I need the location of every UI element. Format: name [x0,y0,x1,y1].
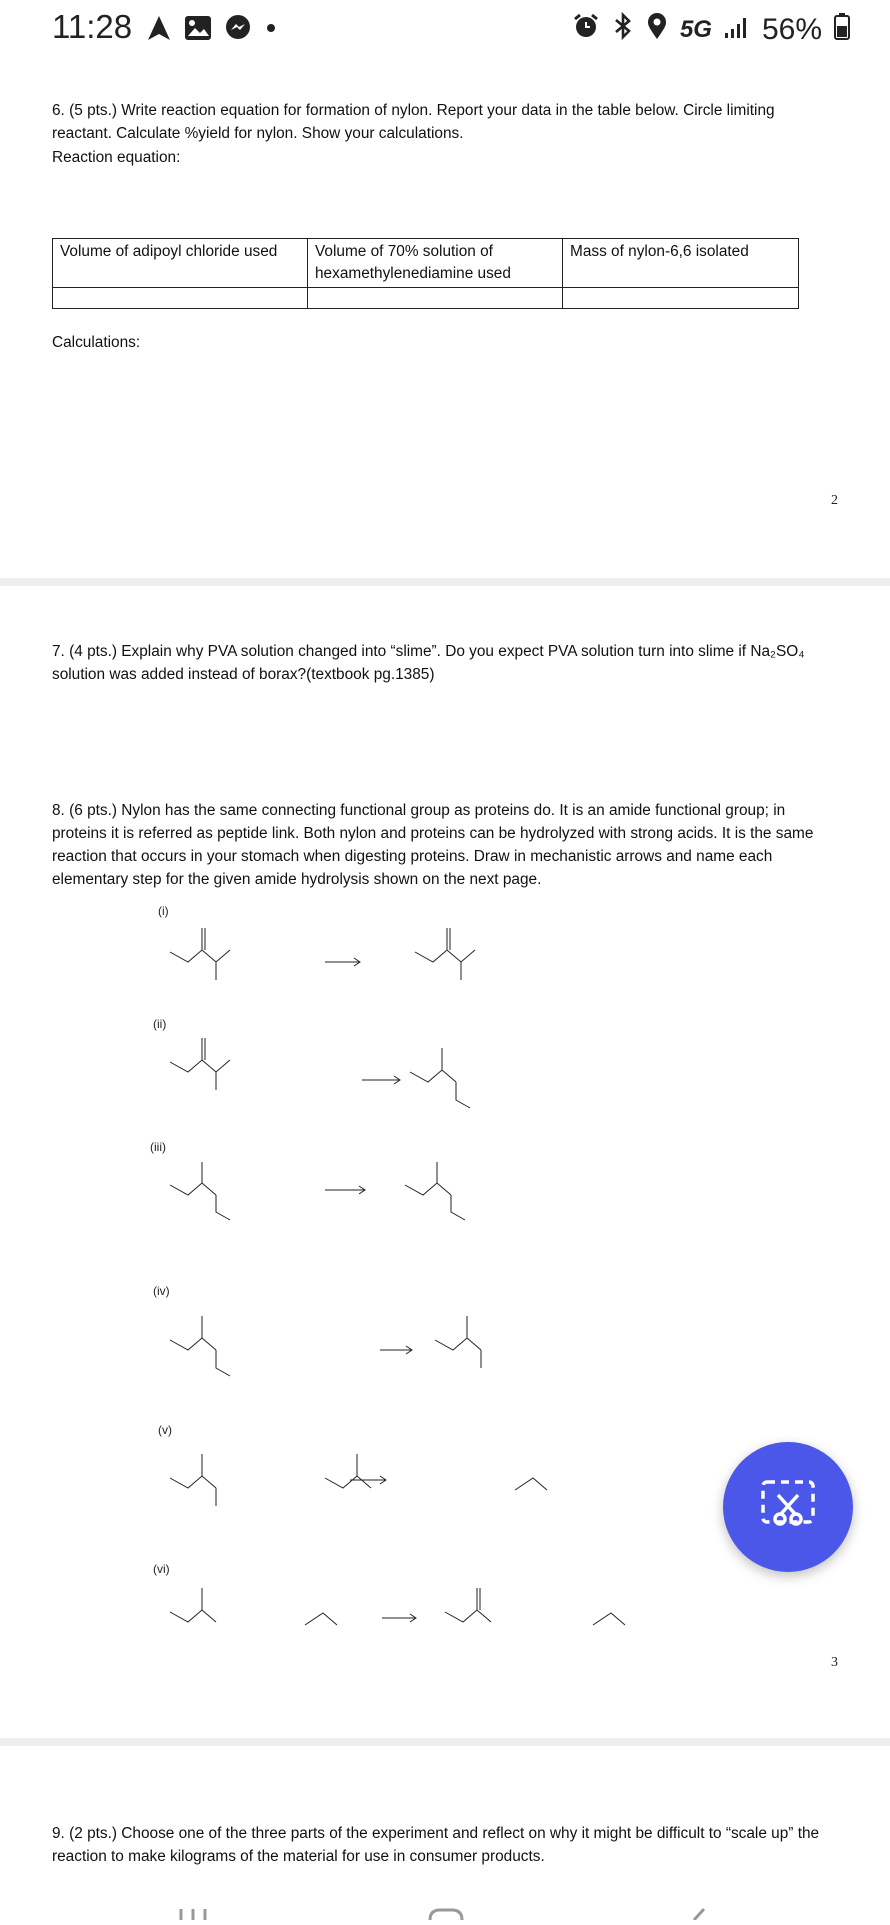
table-cell [563,288,799,309]
table-cell [308,288,563,309]
calculations-label: Calculations: [52,334,141,351]
smart-select-icon [758,1477,818,1538]
table-header: Mass of nylon-6,6 isolated [563,239,799,288]
table-header: Volume of 70% solution of hexamethylenediamine used [308,239,563,288]
amide-hydrolysis-mechanism [150,900,710,1660]
step-label: (iv) [153,1284,170,1298]
alarm-icon [572,12,600,48]
navigation-bar [0,1895,890,1920]
messenger-icon [224,14,252,47]
page-number: 2 [831,493,838,508]
signal-icon [724,13,750,47]
data-table [52,238,799,309]
mechanism-figure [150,900,710,1660]
step-label: (i) [158,904,169,918]
page-separator [0,1738,890,1746]
table-header: Volume of adipoyl chloride used [53,239,308,288]
step-label: (ii) [153,1017,167,1031]
location-icon [646,12,668,48]
question-7: 7. (4 pts.) Explain why PVA solution changed into “slime”. Do you expect PVA solution turn into slime if Na₂SO₄ solution was added instead of borax?(textbook pg.1385) [52,643,805,683]
network-type: 5G [679,16,712,43]
dot-icon [264,21,278,40]
bluetooth-icon [612,12,634,48]
smart-select-button[interactable] [723,1442,853,1572]
navigation-icon [146,14,172,47]
table-row [53,288,799,309]
page-separator [0,578,890,586]
battery-level: 56% [761,13,822,46]
question-8: 8. (6 pts.) Nylon has the same connecting functional group as proteins do. It is an amide functional group; in proteins it is referred as peptide link. Both nylon and proteins can be hydrolyzed with strong acids. It is the same reaction that occurs in your stomach when digesting proteins. Draw in mechanistic arrows and name each elementary step for the given amide hydrolysis shown on the next page. [52,802,814,888]
status-bar [0,0,890,64]
question-6: 6. (5 pts.) Write reaction equation for formation of nylon. Report your data in the table below. Circle limiting reactant. Calculate %yield for nylon. Show your calculations. [52,102,775,142]
status-time: 11:28 [52,8,133,45]
step-label: (v) [158,1423,172,1437]
gallery-icon [184,15,212,46]
recents-icon[interactable] [178,1907,208,1925]
reaction-equation-label: Reaction equation: [52,149,181,166]
table-cell [53,288,308,309]
question-9: 9. (2 pts.) Choose one of the three parts of the experiment and reflect on why it might be difficult to “scale up” the reaction to make kilograms of the material for use in consumer products. [52,1825,820,1865]
battery-icon [834,12,850,48]
step-label: (iii) [150,1140,166,1154]
back-icon[interactable] [690,1907,706,1925]
step-label: (vi) [153,1562,170,1576]
page-number: 3 [831,1655,838,1670]
home-icon[interactable] [428,1907,464,1925]
